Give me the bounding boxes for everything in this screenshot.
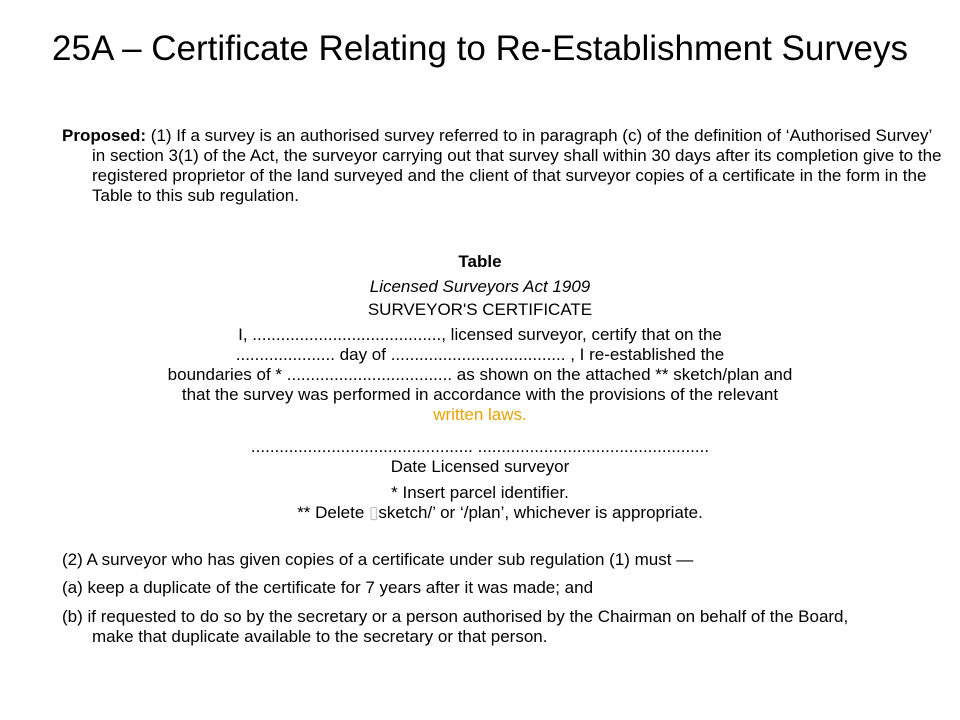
certificate-line-1: I, ........................................, licensed surveyor, certify that on the	[238, 325, 722, 344]
footnote-delete-suffix: sketch/’ or ‘/plan’, whichever is appropriate.	[378, 503, 703, 522]
act-name: Licensed Surveyors Act 1909	[369, 277, 591, 296]
page-title: 25A – Certificate Relating to Re-Establishment Surveys	[52, 29, 908, 68]
certificate-line-3: boundaries of * ................................... as shown on the attached ** sketch/plan and	[167, 365, 793, 384]
signature-dots: ............................................... .................................................	[250, 437, 710, 456]
highlighted-text: written laws.	[433, 405, 527, 424]
footnote-delete-prefix: ** Delete	[297, 503, 370, 522]
table-heading: Table	[458, 252, 502, 271]
intro-text: (1) If a survey is an authorised survey referred to in paragraph (c) of the definition of ‘Authorised Survey’ in section 3(1) of the Act, the surveyor carrying out that survey shall within 30 days after its completion give to the registered proprietor of the land surveyed and the client of that surveyor copies of a certificate in the form in the Table to this sub regulation.	[92, 126, 942, 205]
clause-a: (a) keep a duplicate of the certificate for 7 years after it was made; and	[62, 578, 594, 597]
certificate-body	[90, 325, 870, 425]
certificate-line-2: ..................... day of ..................................... , I re-established the	[235, 345, 725, 364]
missing-glyph-icon: ▯	[369, 503, 379, 522]
proposed-label: Proposed:	[62, 126, 147, 145]
clause-b: (b) if requested to do so by the secretary or a person authorised by the Chairman on behalf of the Board, make that duplicate available to the secretary or that person.	[62, 607, 849, 646]
footnote-parcel: * Insert parcel identifier.	[391, 483, 569, 502]
signature-labels: Date Licensed surveyor	[390, 457, 570, 476]
footnote-delete	[70, 503, 930, 523]
certificate-title: SURVEYOR'S CERTIFICATE	[367, 300, 593, 319]
clause-2: (2) A surveyor who has given copies of a certificate under sub regulation (1) must —	[62, 550, 694, 569]
certificate-line-4: that the survey was performed in accordance with the provisions of the relevant	[181, 385, 779, 404]
intro-paragraph	[62, 126, 942, 206]
